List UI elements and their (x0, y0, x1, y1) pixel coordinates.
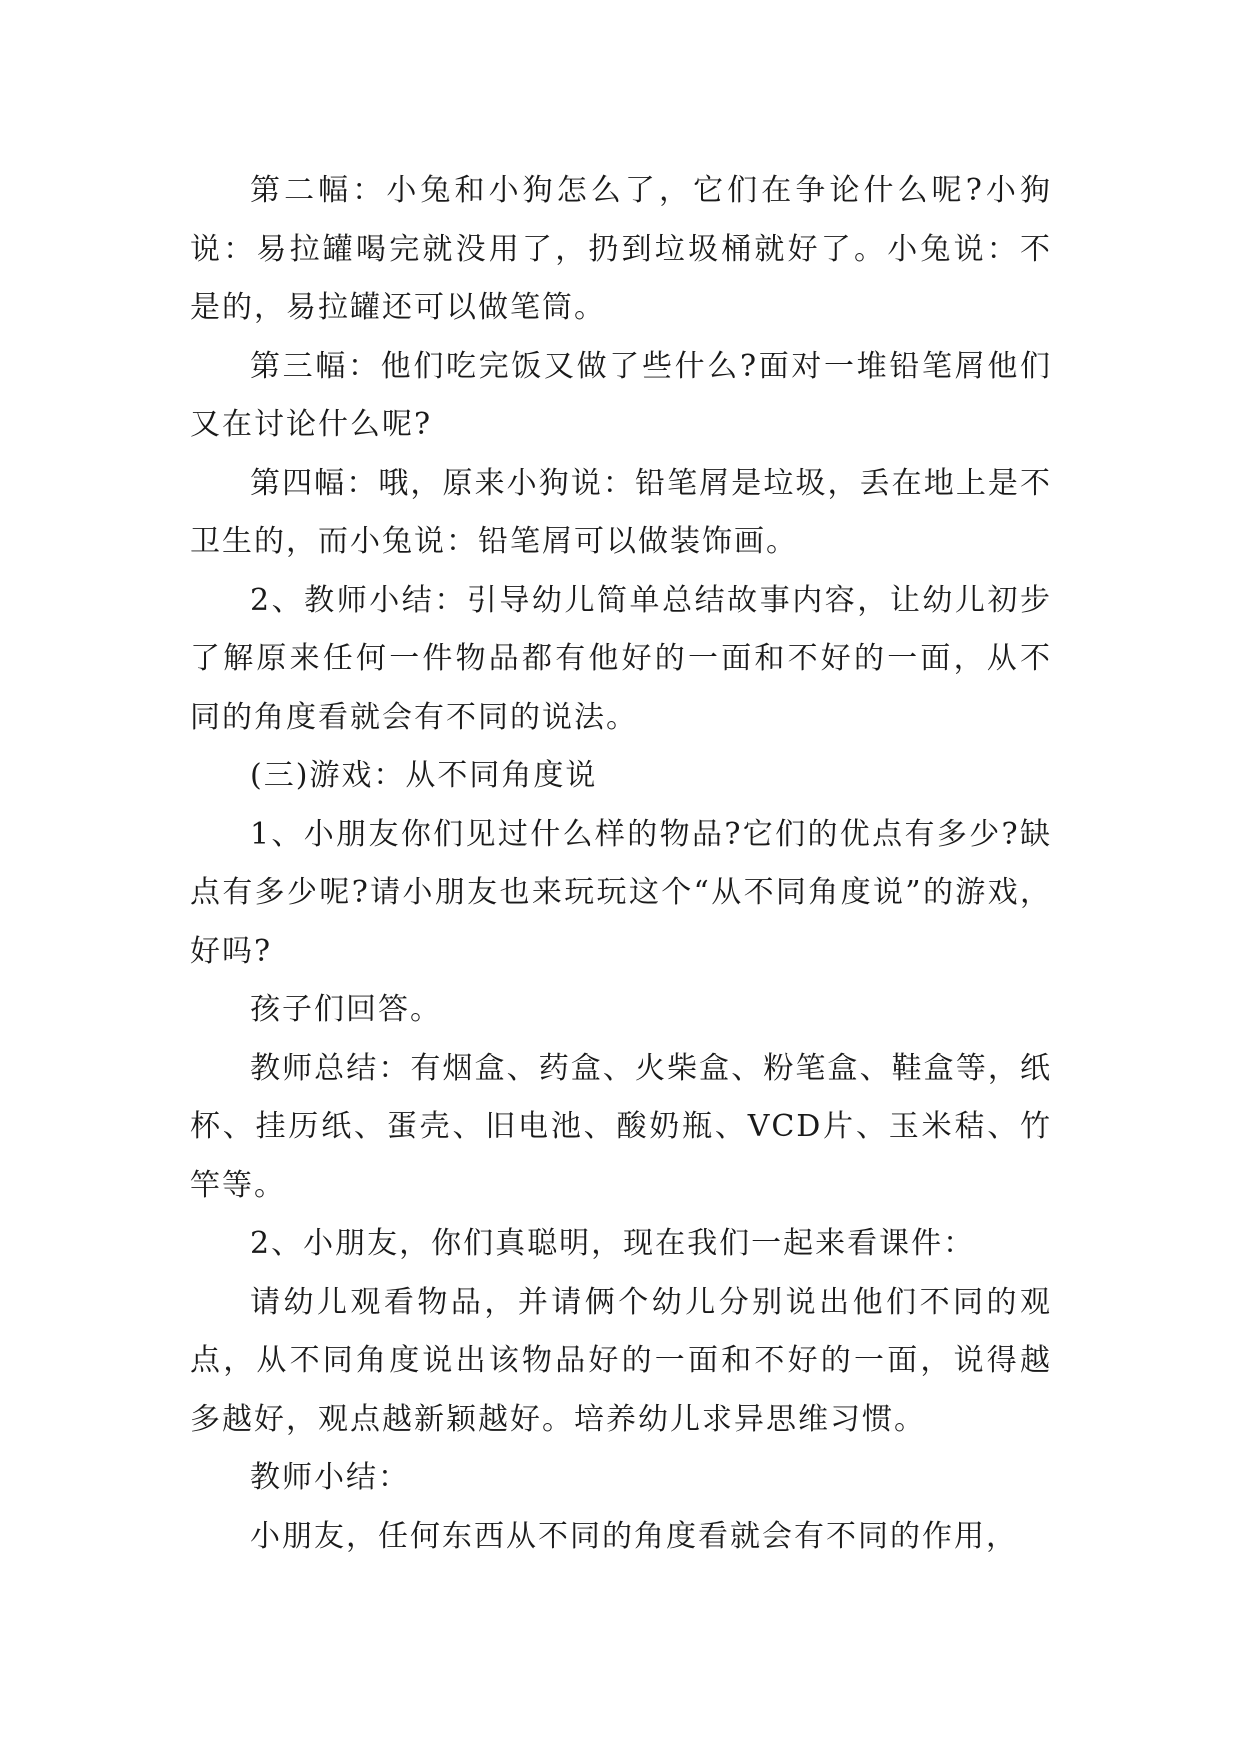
paragraph-teacher-conclusion: 教师总结：有烟盒、药盒、火柴盒、粉笔盒、鞋盒等，纸杯、挂历纸、蛋壳、旧电池、酸奶瓶、VCD片、玉米秸、竹竿等。 (190, 1050, 1052, 1203)
paragraph-teacher-summary-1: 2、教师小结：引导幼儿简单总结故事内容，让幼儿初步了解原来任何一件物品都有他好的一面和不好的一面，从不同的角度看就会有不同的说法。 (190, 582, 1052, 735)
paragraph-question-1: 1、小朋友你们见过什么样的物品?它们的优点有多少?缺点有多少呢?请小朋友也来玩玩这个“从不同角度说”的游戏，好吗? (190, 816, 1052, 969)
paragraph-picture-two: 第二幅：小兔和小狗怎么了，它们在争论什么呢?小狗说：易拉罐喝完就没用了，扔到垃圾桶就好了。小兔说：不是的，易拉罐还可以做笔筒。 (190, 173, 1052, 325)
paragraph-courseware: 2、小朋友，你们真聪明，现在我们一起来看课件： (250, 1226, 976, 1261)
paragraph-children-answer: 孩子们回答。 (250, 992, 442, 1027)
document-body (190, 162, 1052, 1566)
paragraph-picture-four: 第四幅：哦，原来小狗说：铅笔屑是垃圾，丢在地上是不卫生的，而小兔说：铅笔屑可以做装饰画。 (190, 465, 1052, 559)
section-heading-game: (三)游戏：从不同角度说 (250, 758, 598, 793)
paragraph-picture-three: 第三幅：他们吃完饭又做了些什么?面对一堆铅笔屑他们又在讨论什么呢? (190, 348, 1052, 442)
paragraph-teacher-summary-label: 教师小结： (250, 1460, 410, 1495)
paragraph-final: 小朋友，任何东西从不同的角度看就会有不同的作用， (250, 1518, 1018, 1554)
paragraph-observe-items: 请幼儿观看物品，并请俩个幼儿分别说出他们不同的观点，从不同角度说出该物品好的一面和不好的一面，说得越多越好，观点越新颖越好。培养幼儿求异思维习惯。 (190, 1284, 1052, 1437)
